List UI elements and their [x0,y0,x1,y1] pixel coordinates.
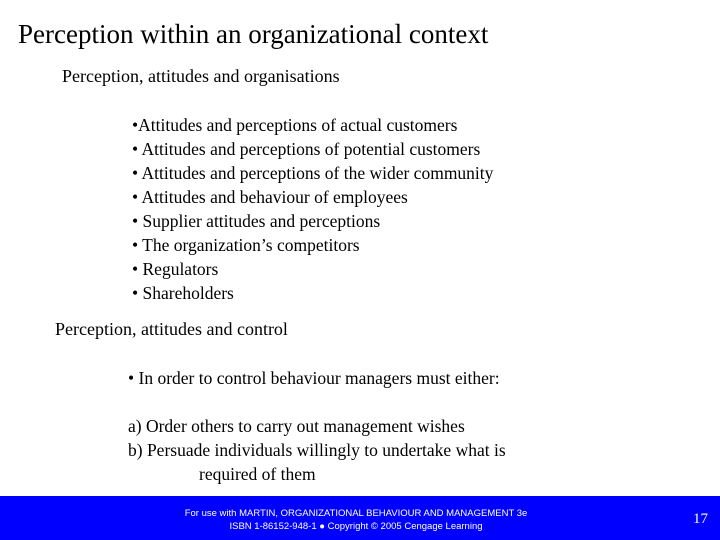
footer-line-2: ISBN 1-86152-948-1 ● Copyright © 2005 Cengage Learning [229,521,483,532]
control-intro: • In order to control behaviour managers must either: [128,368,500,388]
bullet-item: •Attitudes and perceptions of actual customers [132,115,458,135]
option-b-line-2: required of them [199,464,316,484]
bullet-item: • Attitudes and perceptions of potential customers [132,139,481,159]
section-heading-organisations: Perception, attitudes and organisations [62,66,340,86]
bullet-item: • Shareholders [132,283,234,303]
bullet-item: • The organization’s competitors [132,235,360,255]
option-b-line-1: b) Persuade individuals willingly to undertake what is [128,440,506,460]
option-a: a) Order others to carry out management wishes [128,416,465,436]
bullet-item: • Attitudes and behaviour of employees [132,187,408,207]
section-heading-control: Perception, attitudes and control [55,319,288,339]
spacer [128,390,506,414]
footer-bar [0,496,720,540]
control-block [128,366,506,486]
bullet-item: • Regulators [132,259,219,279]
bullet-item: • Attitudes and perceptions of the wider community [132,163,494,183]
footer-credit [170,507,542,533]
bullet-item: • Supplier attitudes and perceptions [132,211,381,231]
page-number: 17 [693,511,708,527]
footer-line-1: For use with MARTIN, ORGANIZATIONAL BEHAVIOUR AND MANAGEMENT 3e [184,508,528,519]
bullet-list [132,113,493,305]
slide-title: Perception within an organizational context [18,19,489,49]
